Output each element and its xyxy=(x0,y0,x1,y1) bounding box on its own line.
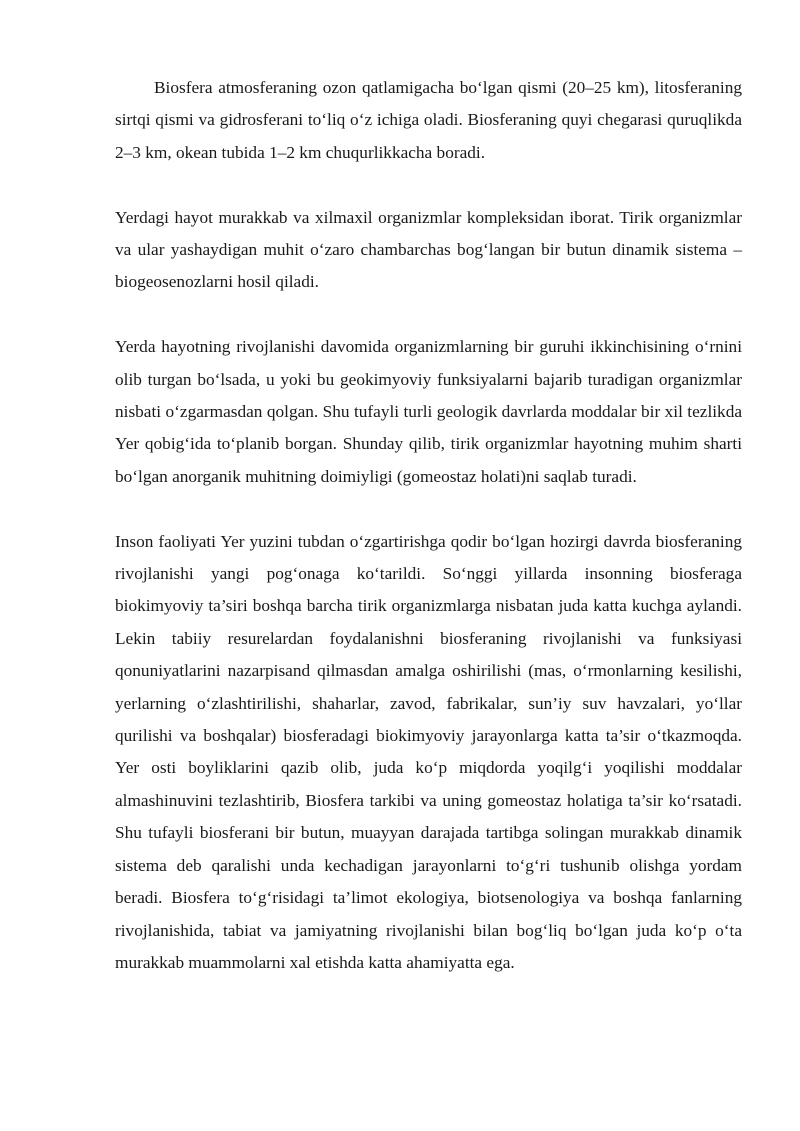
paragraph-biosfera-boundaries: Biosfera atmosferaning ozon qatlamigacha bo‘lgan qismi (20–25 km), litosferaning sirtqi qismi va gidrosferani to‘liq o‘z ichiga oladi. Biosferaning quyi chegarasi quruqlikda 2–3 km, okean tubida 1–2 km chuqurlikkacha boradi. xyxy=(115,78,742,162)
document-page xyxy=(115,72,742,1012)
paragraph-organism-evolution: Yerda hayotning rivojlanishi davomida organizmlarning bir guruhi ikkinchisining o‘rnini olib turgan bo‘lsada, u yoki bu geokimyoviy funksiyalarni bajarib turadigan organizmlar nisbati o‘zgarmasdan qolgan. Shu tufayli turli geologik davrlarda moddalar bir xil tezlikda Yer qobig‘ida to‘planib borgan. Shunday qilib, tirik organizmlar hayotning muhim sharti bo‘lgan anorganik muhitning doimiyligi (gomeostaz holati)ni saqlab turadi. xyxy=(115,337,742,486)
paragraph-human-impact: Inson faoliyati Yer yuzini tubdan o‘zgartirishga qodir bo‘lgan hozirgi davrda biosferaning rivojlanishi yangi pog‘onaga ko‘tarildi. So‘nggi yillarda insonning biosferaga biokimyoviy ta’siri boshqa barcha tirik organizmlarga nisbatan juda katta kuchga aylandi. Lekin tabiiy resurelardan foydalanishni biosferaning rivojlanishi va funksiyasi qonuniyatlarini nazarpisand qilmasdan amalga oshirilishi (mas, o‘rmonlarning kesilishi, yerlarning o‘zlashtirilishi, shaharlar, zavod, fabrikalar, sun’iy suv havzalari, yo‘llar qurilishi va boshqalar) biosferadagi biokimyoviy jarayonlarga katta ta’sir o‘tkazmoqda. Yer osti boyliklarini qazib olib, juda ko‘p miqdorda yoqilg‘i yoqilishi moddalar almashinuvini tezlashtirib, Biosfera tarkibi va uning gomeostaz holatiga ta’sir ko‘rsatadi. Shu tufayli biosferani bir butun, muayyan darajada tartibga solingan murakkab dinamik sistema deb qaralishi unda kechadigan jarayonlarni to‘g‘ri tushunib olishga yordam beradi. Biosfera to‘g‘risidagi ta’limot ekologiya, biotsenologiya va boshqa fanlarning rivojlanishida, tabiat va jamiyatning rivojlanishi bilan bog‘liq bo‘lgan juda ko‘p o‘ta murakkab muammolarni xal etishda katta ahamiyatta ega. xyxy=(115,531,742,972)
paragraph-life-complex: Yerdagi hayot murakkab va xilmaxil organizmlar kompleksidan iborat. Tirik organizmlar va ular yashaydigan muhit o‘zaro chambarchas bog‘langan bir butun dinamik sistema – biogeosenozlarni hosil qiladi. xyxy=(115,207,742,292)
